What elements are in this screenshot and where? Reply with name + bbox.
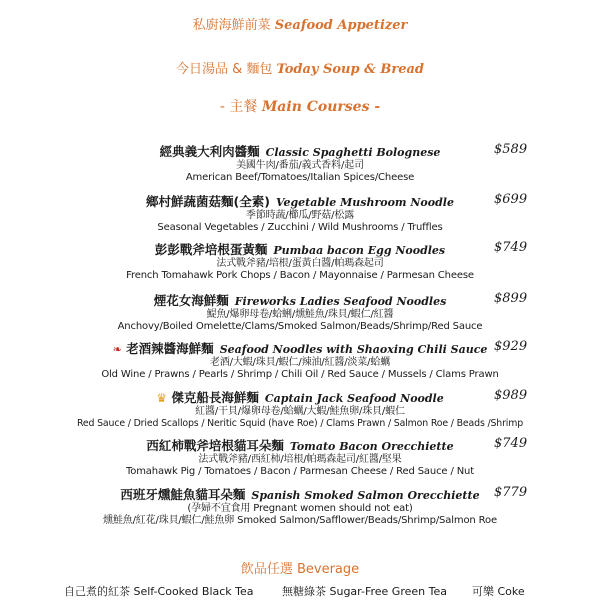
beverage-list: [0, 583, 600, 599]
beverage-option: 可樂 Coke: [472, 585, 525, 598]
item-price: $929: [494, 339, 528, 354]
item-desc-en: American Beef/Tomatoes/Italian Spices/Cheese: [185, 172, 415, 183]
item-name-en: Pumbaa bacon Egg Noodles: [273, 244, 446, 257]
item-price: $779: [494, 485, 528, 500]
item-price: $589: [494, 142, 528, 157]
main-heading-zh: - 主餐: [219, 99, 258, 115]
item-name-en: Seafood Noodles with Shaoxing Chili Sauce: [219, 343, 488, 356]
beverage-option: 無糖綠茶 Sugar-Free Green Tea: [282, 585, 447, 598]
item-name-zh: 西班牙燻鮭魚貓耳朵麵: [120, 487, 246, 502]
item-name-en: Captain Jack Seafood Noodle: [264, 392, 444, 405]
section-heading-appetizer: [0, 14, 600, 33]
soup-heading-zh: 今日湯品 & 麵包: [175, 62, 273, 77]
section-heading-beverage: [0, 558, 600, 577]
item-desc-zh: 老酒/大蝦/珠貝/蝦仁/辣油/紅醬/淡菜/蛤蠣: [209, 357, 391, 368]
item-desc-zh: 法式戰斧豬/培根/蛋黃白醬/帕瑪森起司: [216, 258, 384, 269]
item-name-en: Classic Spaghetti Bolognese: [265, 146, 441, 159]
item-name-en: Spanish Smoked Salmon Orecchiette: [251, 489, 480, 502]
item-desc-zh: (孕婦不宜食用 Pregnant women should not eat): [187, 503, 413, 514]
item-desc-zh: 法式戰斧豬/西紅柿/培根/帕瑪森起司/紅醬/堅果: [198, 454, 402, 465]
item-name-zh: 老酒辣醬海鮮麵: [126, 341, 214, 356]
beverage-heading: 飲品任選 Beverage: [240, 562, 360, 577]
soup-heading-en: Today Soup & Bread: [276, 62, 424, 77]
appetizer-heading-zh: 私廚海鮮前菜: [192, 18, 271, 33]
section-heading-main: [0, 96, 600, 116]
chili-pepper-icon: ❧: [112, 343, 122, 356]
item-name-zh: 煙花女海鮮麵: [153, 293, 229, 308]
appetizer-heading-en: Seafood Appetizer: [274, 18, 408, 33]
item-name-zh: 經典義大利肉醬麵: [159, 144, 260, 159]
item-desc-en: Tomahawk Pig / Tomatoes / Bacon / Parmesan Cheese / Red Sauce / Nut: [125, 466, 475, 477]
item-name-en: Vegetable Mushroom Noodle: [275, 196, 454, 209]
item-desc-zh: 鯷魚/爆卵母卷/蛤蜊/燻鮭魚/珠貝/蝦仁/紅醬: [206, 309, 394, 320]
item-desc-en: Anchovy/Boiled Omelette/Clams/Smoked Salmon/Beads/Shrimp/Red Sauce: [117, 321, 483, 332]
item-desc-en: Old Wine / Prawns / Pearls / Shrimp / Chili Oil / Red Sauce / Mussels / Clams Prawn: [101, 369, 499, 380]
main-heading-en: Main Courses -: [261, 99, 381, 115]
item-desc-en: Red Sauce / Dried Scallops / Neritic Squid (have Roe) / Clams Prawn / Salmon Roe / Beads /Shrimp: [76, 418, 524, 429]
item-name-zh: 鄉村鮮蔬菌菇麵(全素): [146, 194, 270, 209]
beverage-option: 自己煮的紅茶 Self-Cooked Black Tea: [64, 585, 254, 598]
item-price: $749: [494, 240, 528, 255]
crown-icon: ♛: [156, 391, 167, 405]
item-price: $989: [494, 388, 528, 403]
item-name-en: Tomato Bacon Orecchiette: [289, 440, 454, 453]
item-desc-zh: 紅醬/干貝/爆卵母卷/蛤蠣/大蝦/鮭魚卵/珠貝/蝦仁: [195, 406, 405, 417]
item-price: $899: [494, 291, 528, 306]
item-price: $749: [494, 436, 528, 451]
item-desc-en: 燻鮭魚/紅花/珠貝/蝦仁/鮭魚卵 Smoked Salmon/Safflower/Beads/Shrimp/Salmon Roe: [103, 515, 497, 526]
item-name-zh: 傑克船長海鮮麵: [171, 390, 259, 405]
item-name-en: Fireworks Ladies Seafood Noodles: [234, 295, 447, 308]
item-name-zh: 彭彭戰斧培根蛋黃麵: [154, 242, 268, 257]
item-price: $699: [494, 192, 528, 207]
item-desc-zh: 美國牛肉/番茄/義式香料/起司: [236, 160, 364, 171]
item-desc-en: French Tomahawk Pork Chops / Bacon / Mayonnaise / Parmesan Cheese: [126, 270, 474, 281]
item-desc-en: Seasonal Vegetables / Zucchini / Wild Mushrooms / Truffles: [157, 222, 443, 233]
item-name-zh: 西紅柿戰斧培根貓耳朵麵: [146, 438, 284, 453]
item-desc-zh: 季節時蔬/櫛瓜/野菇/松露: [245, 210, 355, 221]
section-heading-soup: [0, 58, 600, 77]
